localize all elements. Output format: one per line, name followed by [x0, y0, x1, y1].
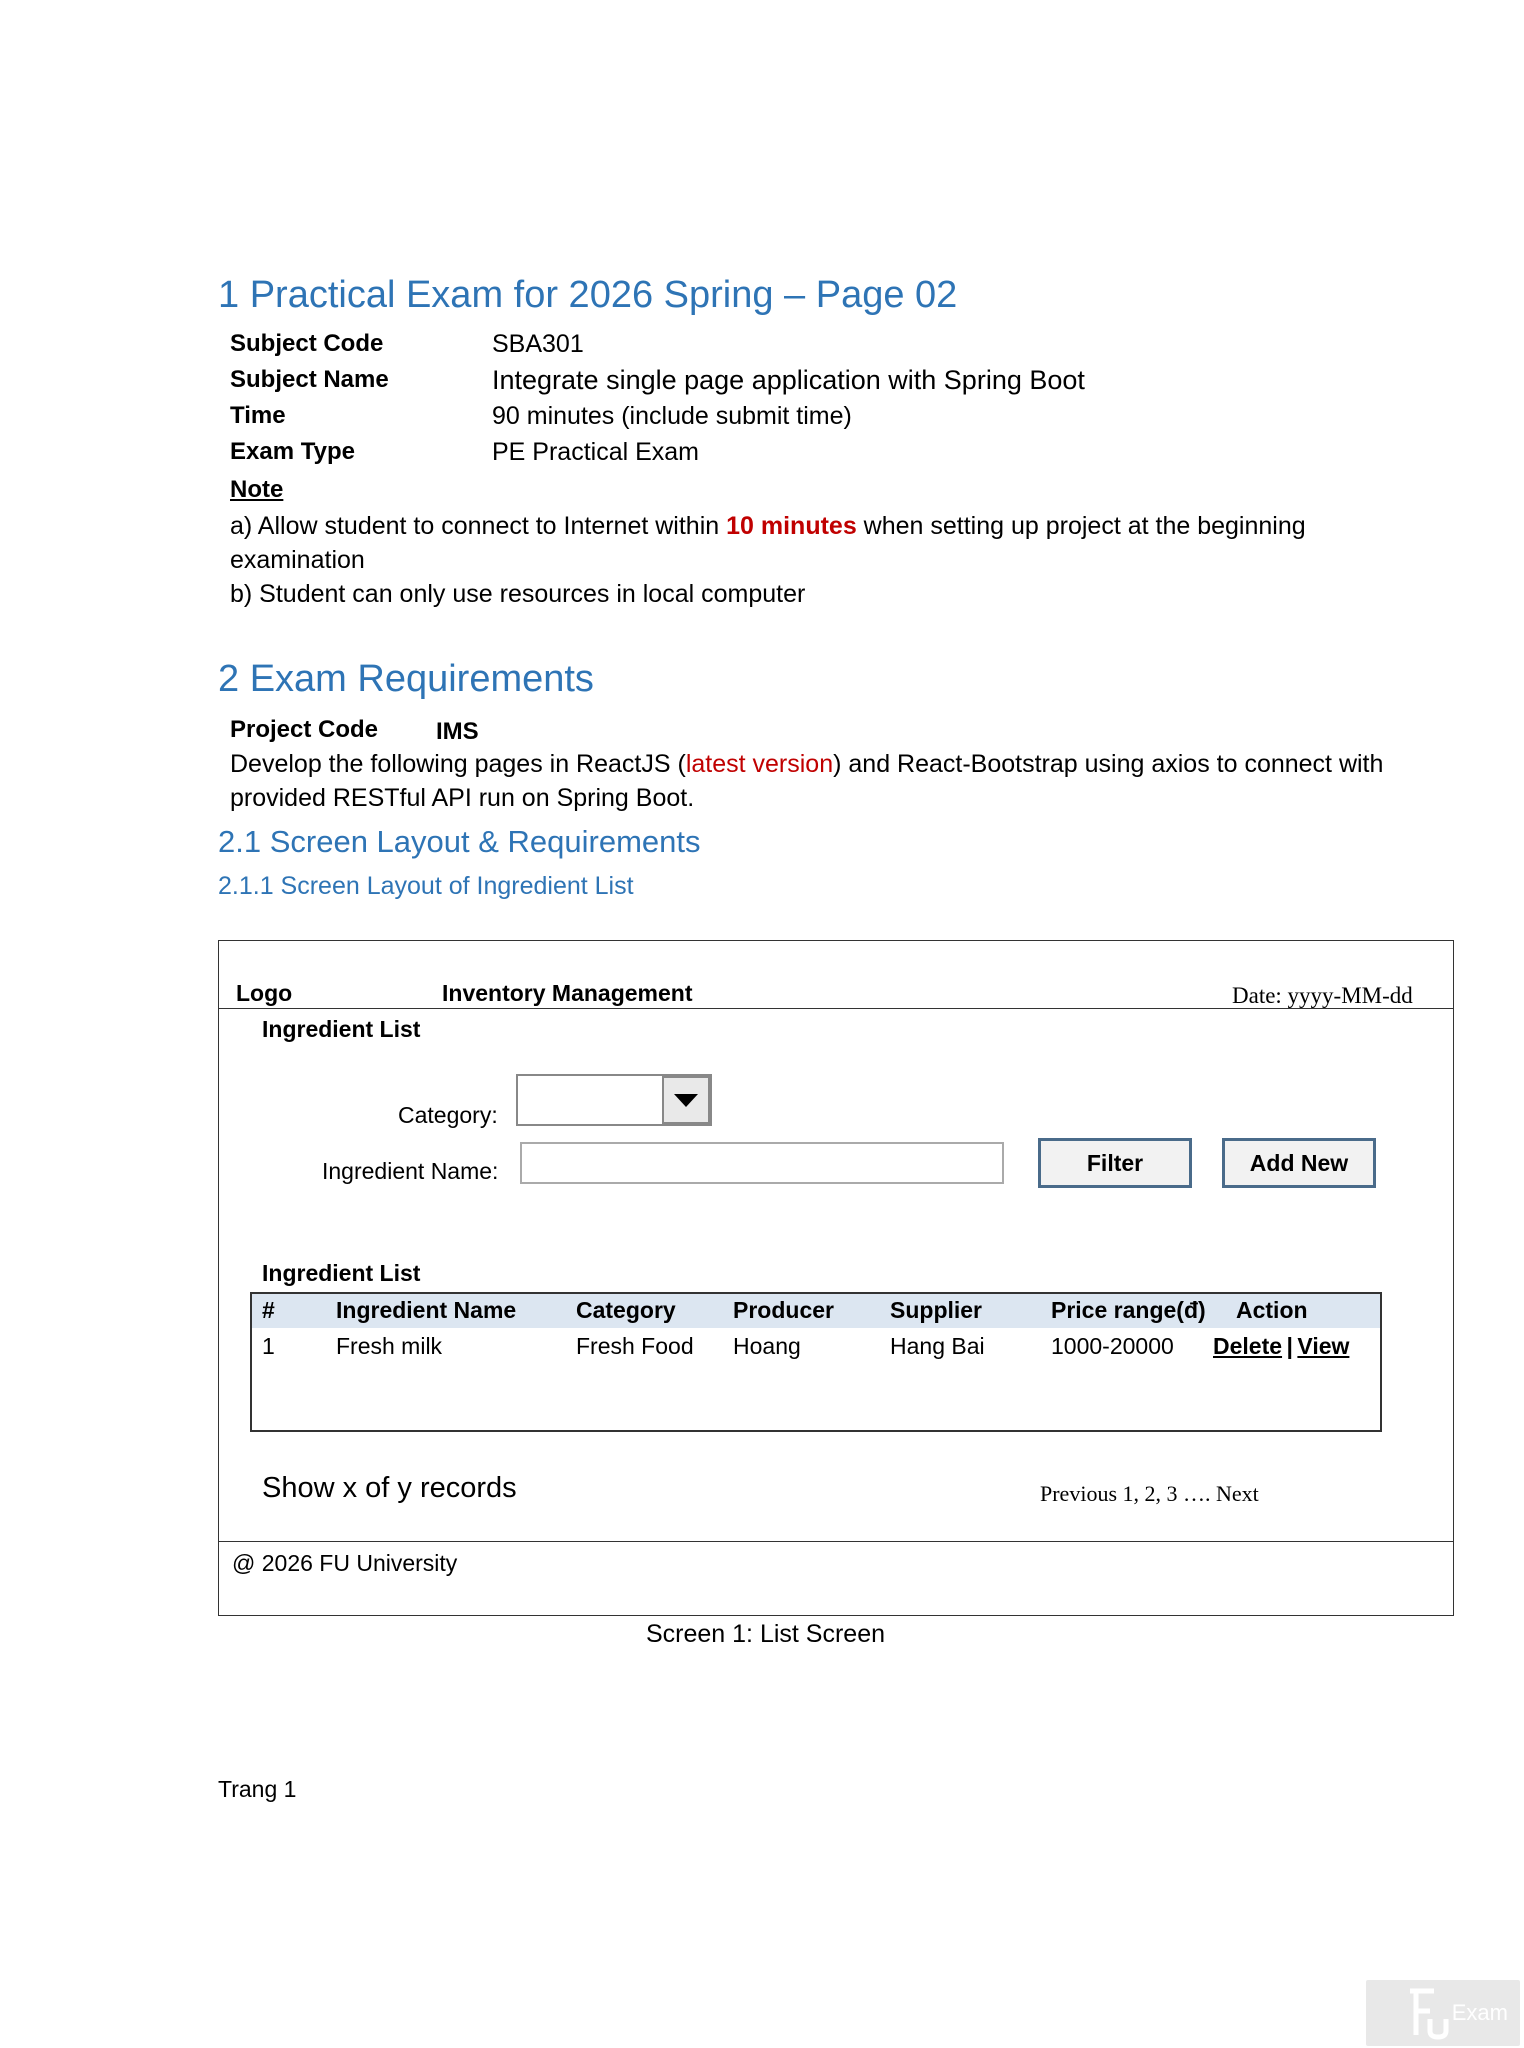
- subsubsection-heading: 2.1.1 Screen Layout of Ingredient List: [218, 872, 634, 900]
- category-label: Category:: [398, 1102, 498, 1128]
- records-count: Show x of y records: [262, 1472, 517, 1504]
- filter-button[interactable]: Filter: [1038, 1138, 1192, 1188]
- exam-type-value: PE Practical Exam: [492, 438, 700, 466]
- note-a-suffix: when setting up project at the beginning: [856, 512, 1306, 540]
- time-label: Time: [230, 402, 286, 429]
- note-b: b) Student can only use resources in local computer: [230, 580, 806, 608]
- delete-link[interactable]: Delete: [1213, 1333, 1283, 1359]
- watermark-text: Exam: [1451, 2000, 1508, 2025]
- pagination[interactable]: Previous 1, 2, 3 …. Next: [1040, 1481, 1259, 1506]
- app-title: Inventory Management: [442, 980, 693, 1006]
- column-header-action: Action: [1236, 1297, 1308, 1323]
- project-code-value: IMS: [436, 718, 479, 745]
- note-a-prefix: a) Allow student to connect to Internet within: [230, 512, 727, 540]
- column-header-no: #: [262, 1297, 275, 1323]
- view-link[interactable]: View: [1297, 1333, 1350, 1359]
- ingredient-name-label: Ingredient Name:: [322, 1158, 499, 1184]
- page-footer: Trang 1: [218, 1776, 297, 1802]
- column-header-category: Category: [576, 1297, 676, 1323]
- section-title: Ingredient List: [262, 1016, 421, 1042]
- subject-code-label: Subject Code: [230, 330, 384, 357]
- ingredient-name-input[interactable]: [520, 1142, 1004, 1184]
- chevron-down-icon[interactable]: [662, 1076, 710, 1124]
- note-a-highlight: 10 minutes: [726, 512, 857, 540]
- action-separator: |: [1286, 1333, 1293, 1359]
- note-label: Note: [230, 476, 284, 503]
- cell-category: Fresh Food: [576, 1333, 694, 1359]
- page-heading: 1 Practical Exam for 2026 Spring – Page 02: [218, 274, 958, 316]
- note-a-line2: examination: [230, 546, 365, 574]
- add-new-button[interactable]: Add New: [1222, 1138, 1376, 1188]
- column-header-price: Price range(đ): [1051, 1297, 1206, 1323]
- column-header-name: Ingredient Name: [336, 1297, 517, 1323]
- list-title: Ingredient List: [262, 1260, 421, 1286]
- section-heading: 2 Exam Requirements: [218, 658, 594, 700]
- figure-caption: Screen 1: List Screen: [646, 1620, 886, 1648]
- project-desc-line2: provided RESTful API run on Spring Boot.: [230, 784, 695, 812]
- column-header-producer: Producer: [733, 1297, 834, 1323]
- column-header-supplier: Supplier: [890, 1297, 983, 1323]
- cell-name: Fresh milk: [336, 1333, 443, 1359]
- cell-no: 1: [262, 1333, 275, 1359]
- subject-name-label: Subject Name: [230, 366, 389, 393]
- cell-price: 1000-20000: [1051, 1333, 1174, 1359]
- project-desc-prefix: Develop the following pages in ReactJS (: [230, 750, 686, 778]
- exam-type-label: Exam Type: [230, 438, 355, 465]
- subsection-heading: 2.1 Screen Layout & Requirements: [218, 824, 701, 859]
- project-desc: [230, 750, 1383, 779]
- mockup-footer: @ 2026 FU University: [232, 1550, 458, 1576]
- time-value: 90 minutes (include submit time): [492, 402, 852, 430]
- project-code-label: Project Code: [230, 716, 379, 743]
- project-desc-highlight: latest version: [685, 750, 834, 778]
- mockup-footer-divider: [218, 1541, 1454, 1542]
- project-desc-suffix: ) and React-Bootstrap using axios to connect with: [833, 750, 1384, 778]
- cell-supplier: Hang Bai: [890, 1333, 985, 1359]
- subject-name-value: Integrate single page application with Spring Boot: [492, 365, 1085, 395]
- note-a: [230, 512, 1306, 541]
- cell-producer: Hoang: [733, 1333, 801, 1359]
- date-display: Date: yyyy-MM-dd: [1232, 983, 1413, 1008]
- logo: Logo: [236, 980, 293, 1006]
- watermark-logo-icon: [1406, 1985, 1454, 2041]
- subject-code-value: SBA301: [492, 330, 584, 358]
- cell-action: [1213, 1333, 1349, 1360]
- exam-watermark: [1366, 1980, 1520, 2046]
